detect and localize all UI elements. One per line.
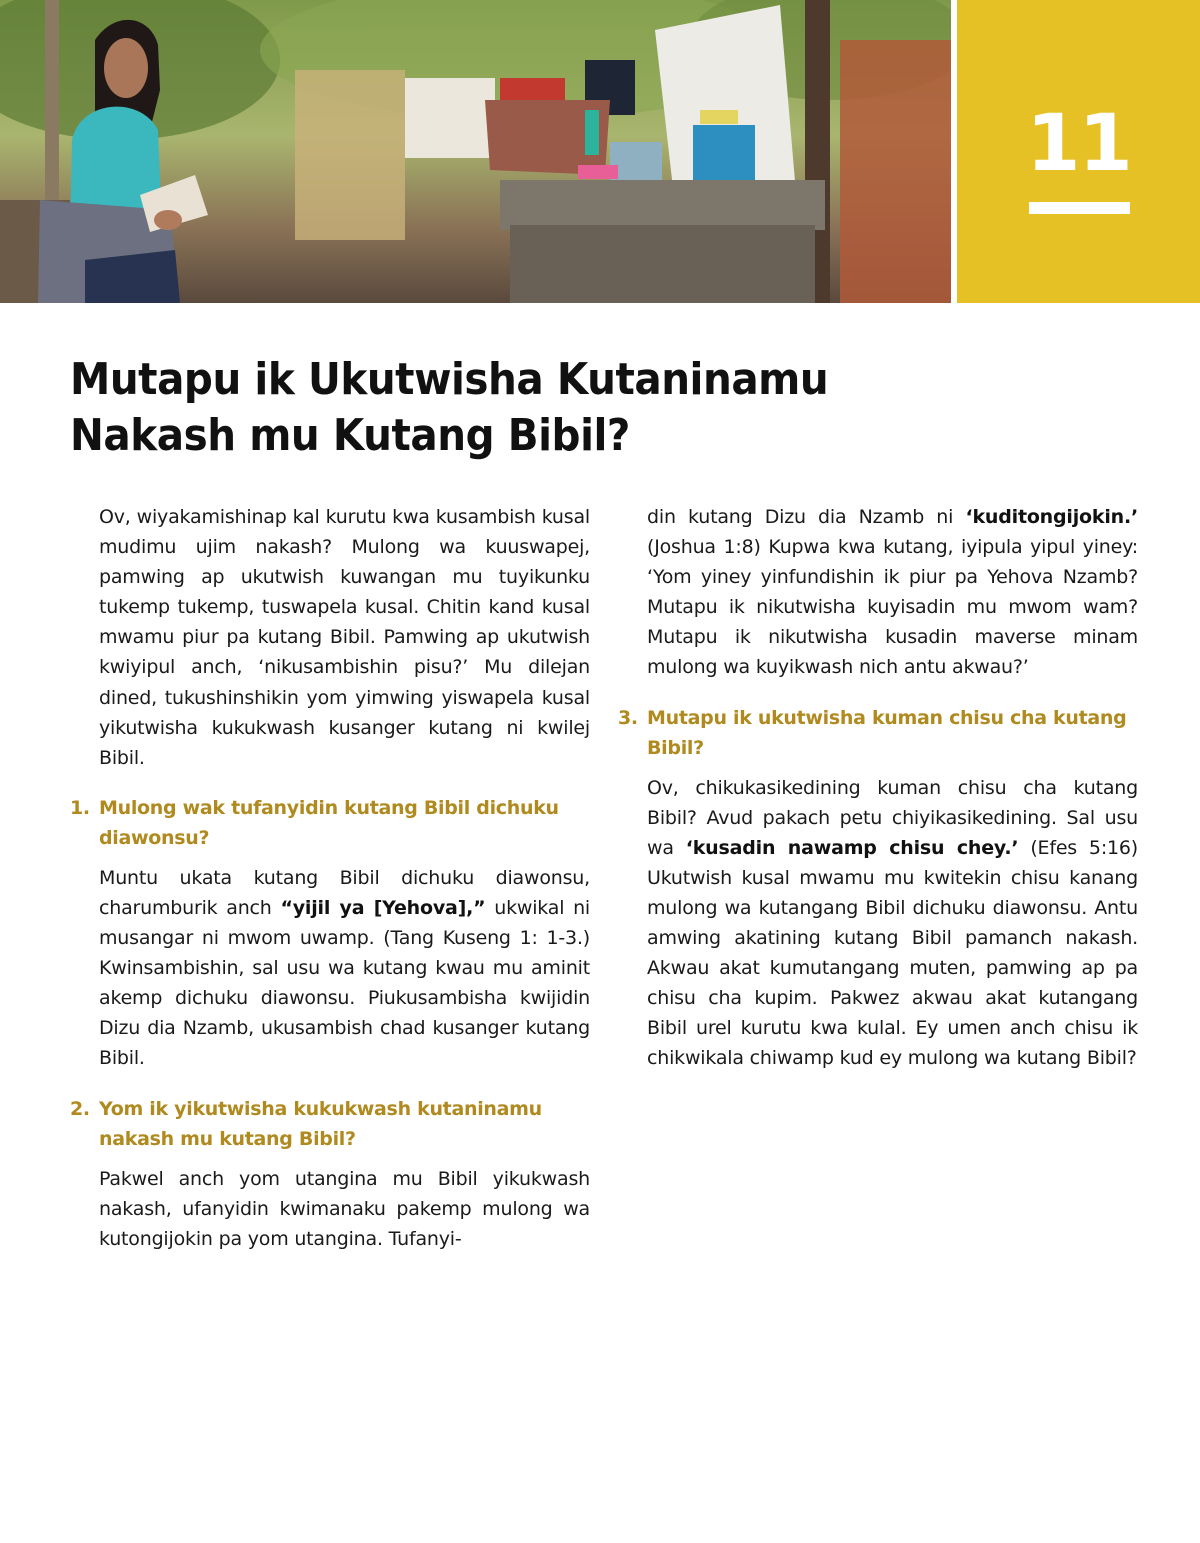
answer-text: Muntu ukata kutang Bibil dichuku diawonsu, charumburik anch xyxy=(99,866,590,919)
answer-text: Ov, chikukasikedining kuman chisu cha kutang Bibil? Avud pakach petu chiyikasikedining. Sal usu wa xyxy=(647,776,1138,859)
answer-text: din kutang Dizu dia Nzamb ni xyxy=(647,506,966,528)
answer-2-paragraph-continued xyxy=(647,502,1138,683)
answer-3-paragraph xyxy=(647,773,1138,1074)
woman-reading-bible-photo xyxy=(0,0,951,303)
answer-text: (Efes 5:16) Ukutwish kusal mwamu mu kwitekin chisu kanang mulong wa kutangang Bibil dichuku diawonsu. Antu amwing akatining kutang Bibil pamanch nakash. Akwau akat kumutangang muten, pamwing ap pa chisu cha kupim. Pakwez akwau akat kutangang Bibil urel kurutu kwa kulal. Ey umen anch chisu ik chikwikala chiwamp kud ey mulong wa kutang Bibil? xyxy=(647,836,1139,1070)
question-1 xyxy=(70,793,590,853)
question-number: 2. xyxy=(70,1097,90,1120)
answer-2-paragraph-start: Pakwel anch yom utangina mu Bibil yikukwash nakash, ufanyidin kwimanaku pakemp mulong wa kutongijokin pa yom utangina. Tufanyi- xyxy=(99,1167,590,1250)
question-number: 3. xyxy=(618,706,638,729)
page-title: Mutapu ik Ukutwisha Kutaninamu Nakash mu Kutang Bibil? xyxy=(70,354,829,461)
chapter-underline xyxy=(1029,202,1130,214)
right-column xyxy=(618,502,1138,1074)
chapter-badge xyxy=(957,0,1200,303)
question-text: Yom ik yikutwisha kukukwash kutaninamu nakash mu kutang Bibil? xyxy=(99,1097,542,1150)
question-number: 1. xyxy=(70,796,90,819)
answer-text: (Joshua 1:8) Kupwa kwa kutang, iyipula yipul yiney: ‘Yom yiney yinfundishin ik piur pa Yehova Nzamb? Mutapu ik nikutwisha kuyisadin mu mwom wam? Mutapu ik nikutwisha kusadin maverse minam mulong wa kuyikwash nich antu akwau?’ xyxy=(647,536,1138,679)
answer-emphasis: “yijil ya [Yehova],” xyxy=(280,896,486,919)
question-text: Mulong wak tufanyidin kutang Bibil dichuku diawonsu? xyxy=(99,796,559,849)
answer-1-paragraph xyxy=(99,863,590,1074)
answer-text: ukwikal ni musangar ni mwom uwamp. (Tang Kuseng 1: 1-3.) Kwinsambishin, sal usu wa kutang kwau mu aminit akemp dichuku diawonsu. Piukusambisha kwijidin Dizu dia Nzamb, ukusambish chad kusanger kutang Bibil. xyxy=(99,896,590,1070)
answer-emphasis: ‘kusadin nawamp chisu chey.’ xyxy=(685,836,1019,859)
header-photo xyxy=(0,0,951,303)
left-column xyxy=(70,502,590,1254)
question-text: Mutapu ik ukutwisha kuman chisu cha kutang Bibil? xyxy=(647,706,1127,759)
question-2 xyxy=(70,1094,590,1154)
chapter-number: 11 xyxy=(1026,99,1131,189)
intro-paragraph: Ov, wiyakamishinap kal kurutu kwa kusambish kusal mudimu ujim nakash? Mulong wa kuuswapej, pamwing ap ukutwish kuwangan mu tuyikunku tukemp tukemp, tuswapela kusal. Chitin kand kusal mwamu piur pa kutang Bibil. Pamwing ap ukutwish kwiyipul anch, ‘nikusambishin pisu?’ Mu dilejan dined, tukushinshikin yom yimwing yiswapela kusal yikutwisha kukukwash kusanger kutang ni kwilej Bibil. xyxy=(99,506,590,769)
answer-emphasis: ‘kuditongijokin.’ xyxy=(965,506,1138,528)
question-3 xyxy=(618,703,1138,763)
